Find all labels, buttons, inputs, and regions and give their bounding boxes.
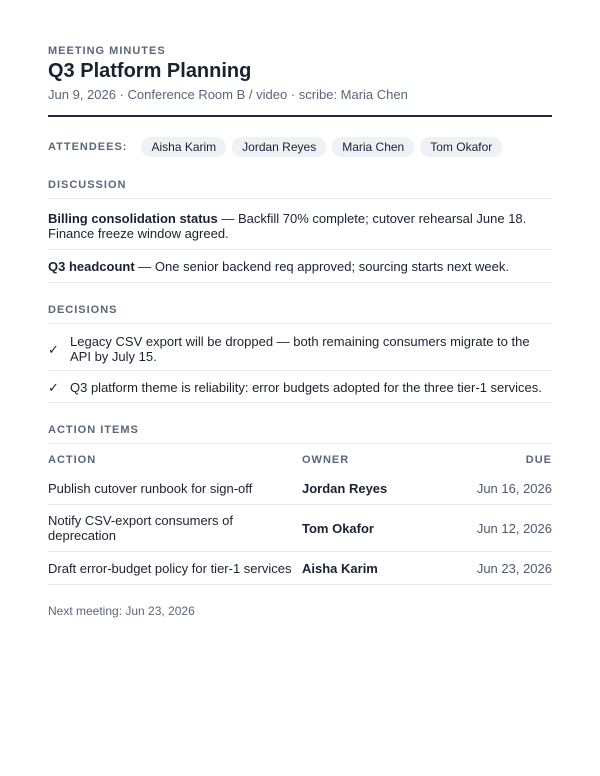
- next-meeting-note: Next meeting: Jun 23, 2026: [48, 604, 195, 618]
- decision-item: [48, 380, 552, 395]
- table-row: [48, 561, 552, 576]
- page-title: Q3 Platform Planning: [48, 60, 252, 82]
- owner-cell: Jordan Reyes: [302, 481, 388, 496]
- due-cell: Jun 23, 2026: [476, 561, 552, 576]
- action-cell: Notify CSV-export consumers of deprecation: [48, 513, 233, 543]
- checkmark-icon: ✓: [48, 380, 59, 395]
- action-items-heading: ACTION ITEMS: [48, 424, 552, 444]
- table-row: [48, 513, 552, 543]
- attendee-chip: Tom Okafor: [420, 137, 502, 157]
- due-cell: Jun 12, 2026: [476, 520, 552, 536]
- divider: [48, 402, 552, 403]
- discussion-item: [48, 211, 552, 241]
- action-cell: Publish cutover runbook for sign-off: [48, 481, 253, 496]
- checkmark-icon: ✓: [48, 341, 59, 357]
- discussion-text: — Backfill 70% complete; cutover rehearsal June 18. Finance freeze window agreed.: [48, 211, 527, 241]
- attendee-chip: Jordan Reyes: [232, 137, 326, 157]
- decision-text: Legacy CSV export will be dropped — both remaining consumers migrate to the API by July 15.: [70, 334, 530, 364]
- meeting-meta: Jun 9, 2026 · Conference Room B / video · scribe: Maria Chen: [48, 87, 408, 102]
- action-cell: Draft error-budget policy for tier-1 services: [48, 561, 292, 576]
- table-row: [48, 481, 552, 496]
- discussion-topic: Billing consolidation status: [48, 211, 218, 226]
- column-header-owner: OWNER: [302, 454, 350, 466]
- attendees-label: ATTENDEES:: [48, 141, 128, 153]
- discussion-text: — One senior backend req approved; sourcing starts next week.: [134, 259, 509, 274]
- column-header-due: DUE: [525, 454, 552, 466]
- divider: [48, 370, 552, 371]
- attendees-row: [48, 137, 502, 157]
- discussion-item: [48, 259, 552, 274]
- column-header-action: ACTION: [48, 454, 97, 466]
- owner-cell: Aisha Karim: [302, 561, 378, 576]
- document-kicker: MEETING MINUTES: [48, 45, 166, 57]
- divider: [48, 584, 552, 585]
- due-cell: Jun 16, 2026: [476, 481, 552, 496]
- decisions-heading: DECISIONS: [48, 304, 552, 324]
- divider: [48, 504, 552, 505]
- decision-item: [48, 334, 552, 364]
- divider: [48, 551, 552, 552]
- attendee-chip: Aisha Karim: [141, 137, 226, 157]
- discussion-topic: Q3 headcount: [48, 259, 135, 274]
- header-divider: [48, 115, 552, 117]
- divider: [48, 282, 552, 283]
- owner-cell: Tom Okafor: [302, 520, 374, 536]
- attendee-chip: Maria Chen: [332, 137, 414, 157]
- discussion-heading: DISCUSSION: [48, 179, 552, 199]
- divider: [48, 249, 552, 250]
- decision-text: Q3 platform theme is reliability: error budgets adopted for the three tier-1 services.: [70, 380, 542, 395]
